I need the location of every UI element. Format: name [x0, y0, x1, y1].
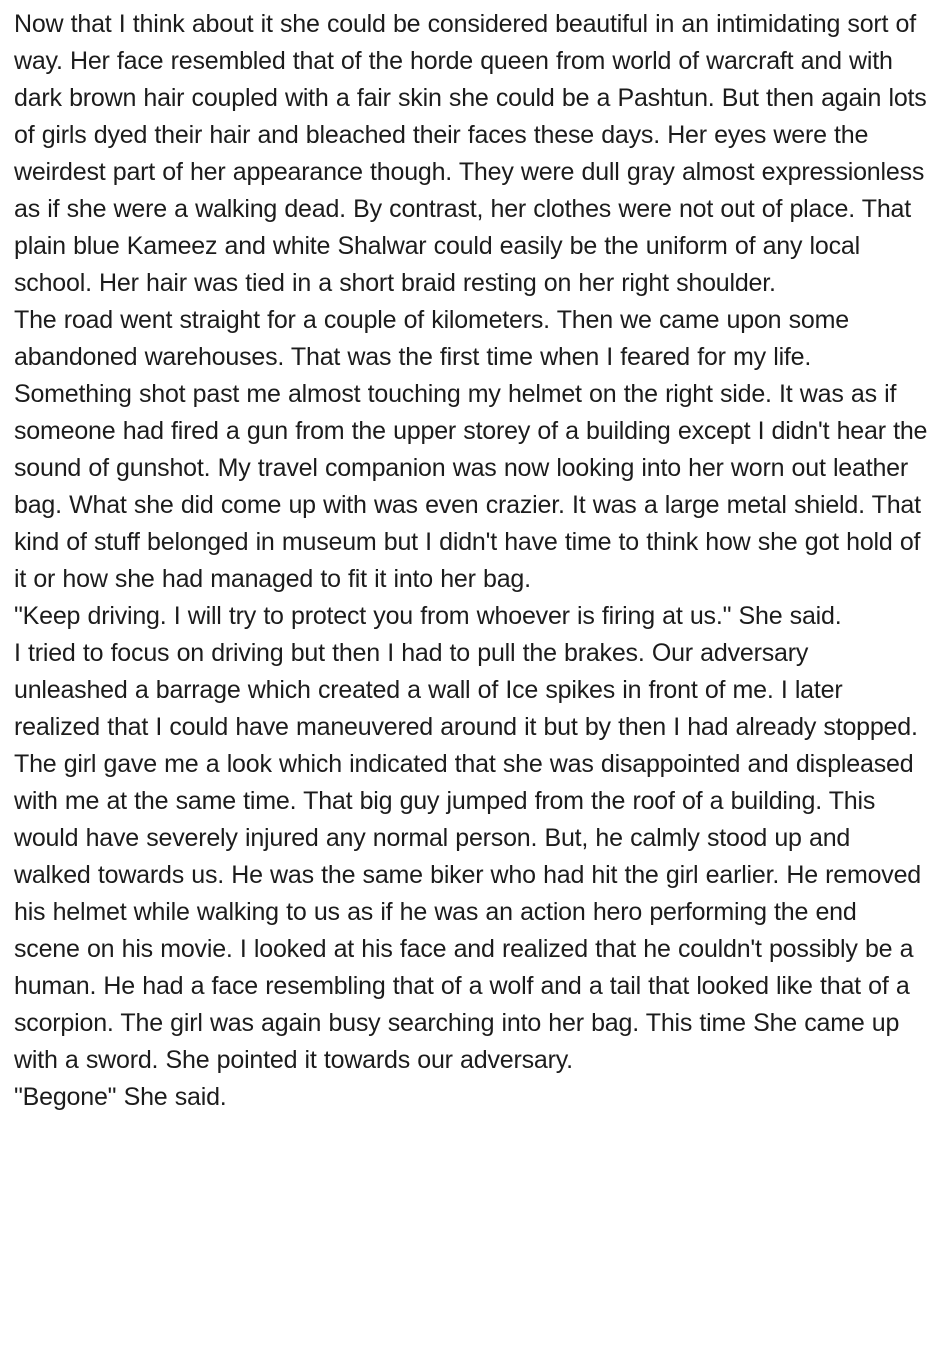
paragraph-description-girl: Now that I think about it she could be considered beautiful in an intimidating sort of way. Her face resembled that of the horde queen from world of warcraft and with dark brown hair coupled with a fair skin she could be a Pashtun. But then again lots of girls dyed their hair and bleached their faces these days. Her eyes were the weirdest part of her appearance though. They were dull gray almost expressionless as if she were a walking dead. By contrast, her clothes were not out of place. That plain blue Kameez and white Shalwar could easily be the uniform of any local school. Her hair was tied in a short braid resting on her right shoulder.: [14, 10, 927, 297]
paragraph-keep-driving-quote: "Keep driving. I will try to protect you from whoever is firing at us." She said.: [14, 602, 842, 630]
paragraph-road-warehouses: The road went straight for a couple of kilometers. Then we came upon some abandoned warehouses. That was the first time when I feared for my life. Something shot past me almost touching my helmet on the right side. It was as if someone had fired a gun from the upper storey of a building except I didn't hear the sound of gunshot. My travel companion was now looking into her worn out leather bag. What she did come up with was even crazier. It was a large metal shield. That kind of stuff belonged in museum but I didn't have time to think how she got hold of it or how she had managed to fit it into her bag.: [14, 306, 928, 593]
paragraph-begone-quote: "Begone" She said.: [14, 1083, 227, 1111]
paragraph-ice-spikes-adversary: I tried to focus on driving but then I had to pull the brakes. Our adversary unleashed a barrage which created a wall of Ice spikes in front of me. I later realized that I could have maneuvered around it but by then I had already stopped. The girl gave me a look which indicated that she was disappointed and displeased with me at the same time. That big guy jumped from the roof of a building. This would have severely injured any normal person. But, he calmly stood up and walked towards us. He was the same biker who had hit the girl earlier. He removed his helmet while walking to us as if he was an action hero performing the end scene on his movie. I looked at his face and realized that he couldn't possibly be a human. He had a face resembling that of a wolf and a tail that looked like that of a scorpion. The girl was again busy searching into her bag. This time She came up with a sword. She pointed it towards our adversary.: [14, 639, 922, 1074]
